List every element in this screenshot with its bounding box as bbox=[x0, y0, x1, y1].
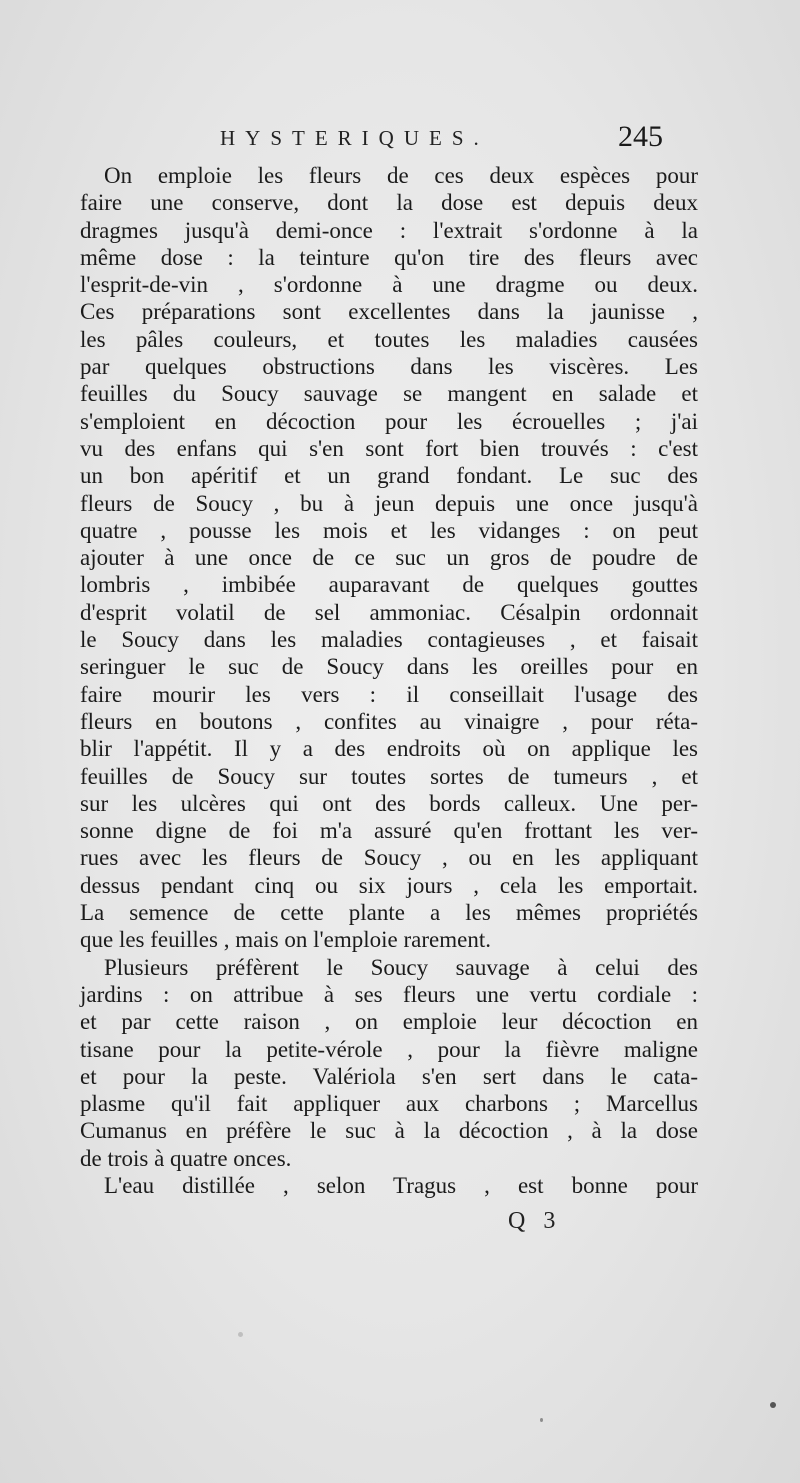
text-line: feuilles de Soucy sur toutes sortes de tumeurs , et bbox=[80, 763, 698, 789]
text-line: l'esprit-de-vin , s'ordonne à une dragme ou deux. bbox=[80, 272, 698, 298]
text-line: dessus pendant cinq ou six jours , cela les emportait. bbox=[80, 872, 698, 898]
text-line: dragmes jusqu'à demi-once : l'extrait s'ordonne à la bbox=[80, 217, 698, 243]
text-line: s'emploient en décoction pour les écrouelles ; j'ai bbox=[80, 408, 698, 434]
text-line: un bon apéritif et un grand fondant. Le suc des bbox=[80, 463, 698, 489]
paper-speck bbox=[770, 1402, 776, 1408]
text-line: fleurs de Soucy , bu à jeun depuis une once jusqu'à bbox=[80, 490, 698, 516]
text-line: L'eau distillée , selon Tragus , est bonne pour bbox=[104, 1172, 698, 1198]
text-line: et par cette raison , on emploie leur décoction en bbox=[80, 1009, 698, 1035]
text-line: faire une conserve, dont la dose est depuis deux bbox=[80, 190, 698, 216]
text-line: faire mourir les vers : il conseillait l'usage des bbox=[80, 681, 698, 707]
text-line: et pour la peste. Valériola s'en sert dans le cata- bbox=[80, 1063, 698, 1089]
text-line: vu des enfans qui s'en sont fort bien trouvés : c'est bbox=[80, 435, 698, 461]
text-line: de trois à quatre onces. bbox=[80, 1145, 292, 1171]
text-line: d'esprit volatil de sel ammoniac. Césalpin ordonnait bbox=[80, 599, 698, 625]
text-line: La semence de cette plante a les mêmes propriétés bbox=[80, 900, 698, 926]
text-line: sur les ulcères qui ont des bords calleux. Une per- bbox=[80, 790, 698, 816]
text-line: plasme qu'il fait appliquer aux charbons ; Marcellus bbox=[80, 1091, 698, 1117]
paper-speck bbox=[238, 1332, 243, 1337]
text-line: lombris , imbibée auparavant de quelques gouttes bbox=[80, 572, 698, 598]
text-line: rues avec les fleurs de Soucy , ou en les appliquant bbox=[80, 845, 698, 871]
text-line: Cumanus en préfère le suc à la décoction , à la dose bbox=[80, 1118, 698, 1144]
text-line: fleurs en boutons , confites au vinaigre , pour réta- bbox=[80, 708, 698, 734]
text-line: même dose : la teinture qu'on tire des fleurs avec bbox=[80, 244, 698, 270]
signature-mark: Q 3 bbox=[508, 1208, 562, 1234]
text-line: quatre , pousse les mois et les vidanges : on peut bbox=[80, 517, 698, 543]
text-line: blir l'appétit. Il y a des endroits où on applique les bbox=[80, 736, 698, 762]
text-line: tisane pour la petite-vérole , pour la fièvre maligne bbox=[80, 1036, 698, 1062]
text-line: jardins : on attribue à ses fleurs une vertu cordiale : bbox=[80, 981, 698, 1007]
text-line: Ces préparations sont excellentes dans la jaunisse , bbox=[80, 299, 698, 325]
text-line: seringuer le suc de Soucy dans les oreilles pour en bbox=[80, 654, 698, 680]
page-header bbox=[0, 118, 800, 158]
running-title: HYSTERIQUES. bbox=[220, 126, 489, 150]
paper-speck bbox=[540, 1418, 543, 1422]
text-line: sonne digne de foi m'a assuré qu'en frottant les ver- bbox=[80, 818, 698, 844]
text-line: feuilles du Soucy sauvage se mangent en salade et bbox=[80, 381, 698, 407]
text-line: que les feuilles , mais on l'emploie rarement. bbox=[80, 927, 491, 953]
text-line: les pâles couleurs, et toutes les maladies causées bbox=[80, 326, 698, 352]
text-line: On emploie les fleurs de ces deux espèces pour bbox=[104, 163, 698, 188]
text-line: le Soucy dans les maladies contagieuses , et faisait bbox=[80, 627, 698, 653]
body-text bbox=[80, 162, 698, 1199]
text-line: Plusieurs préfèrent le Soucy sauvage à celui des bbox=[104, 954, 698, 980]
text-line: par quelques obstructions dans les viscères. Les bbox=[80, 354, 698, 380]
text-line: ajouter à une once de ce suc un gros de poudre de bbox=[80, 545, 698, 571]
page-number: 245 bbox=[618, 120, 663, 153]
